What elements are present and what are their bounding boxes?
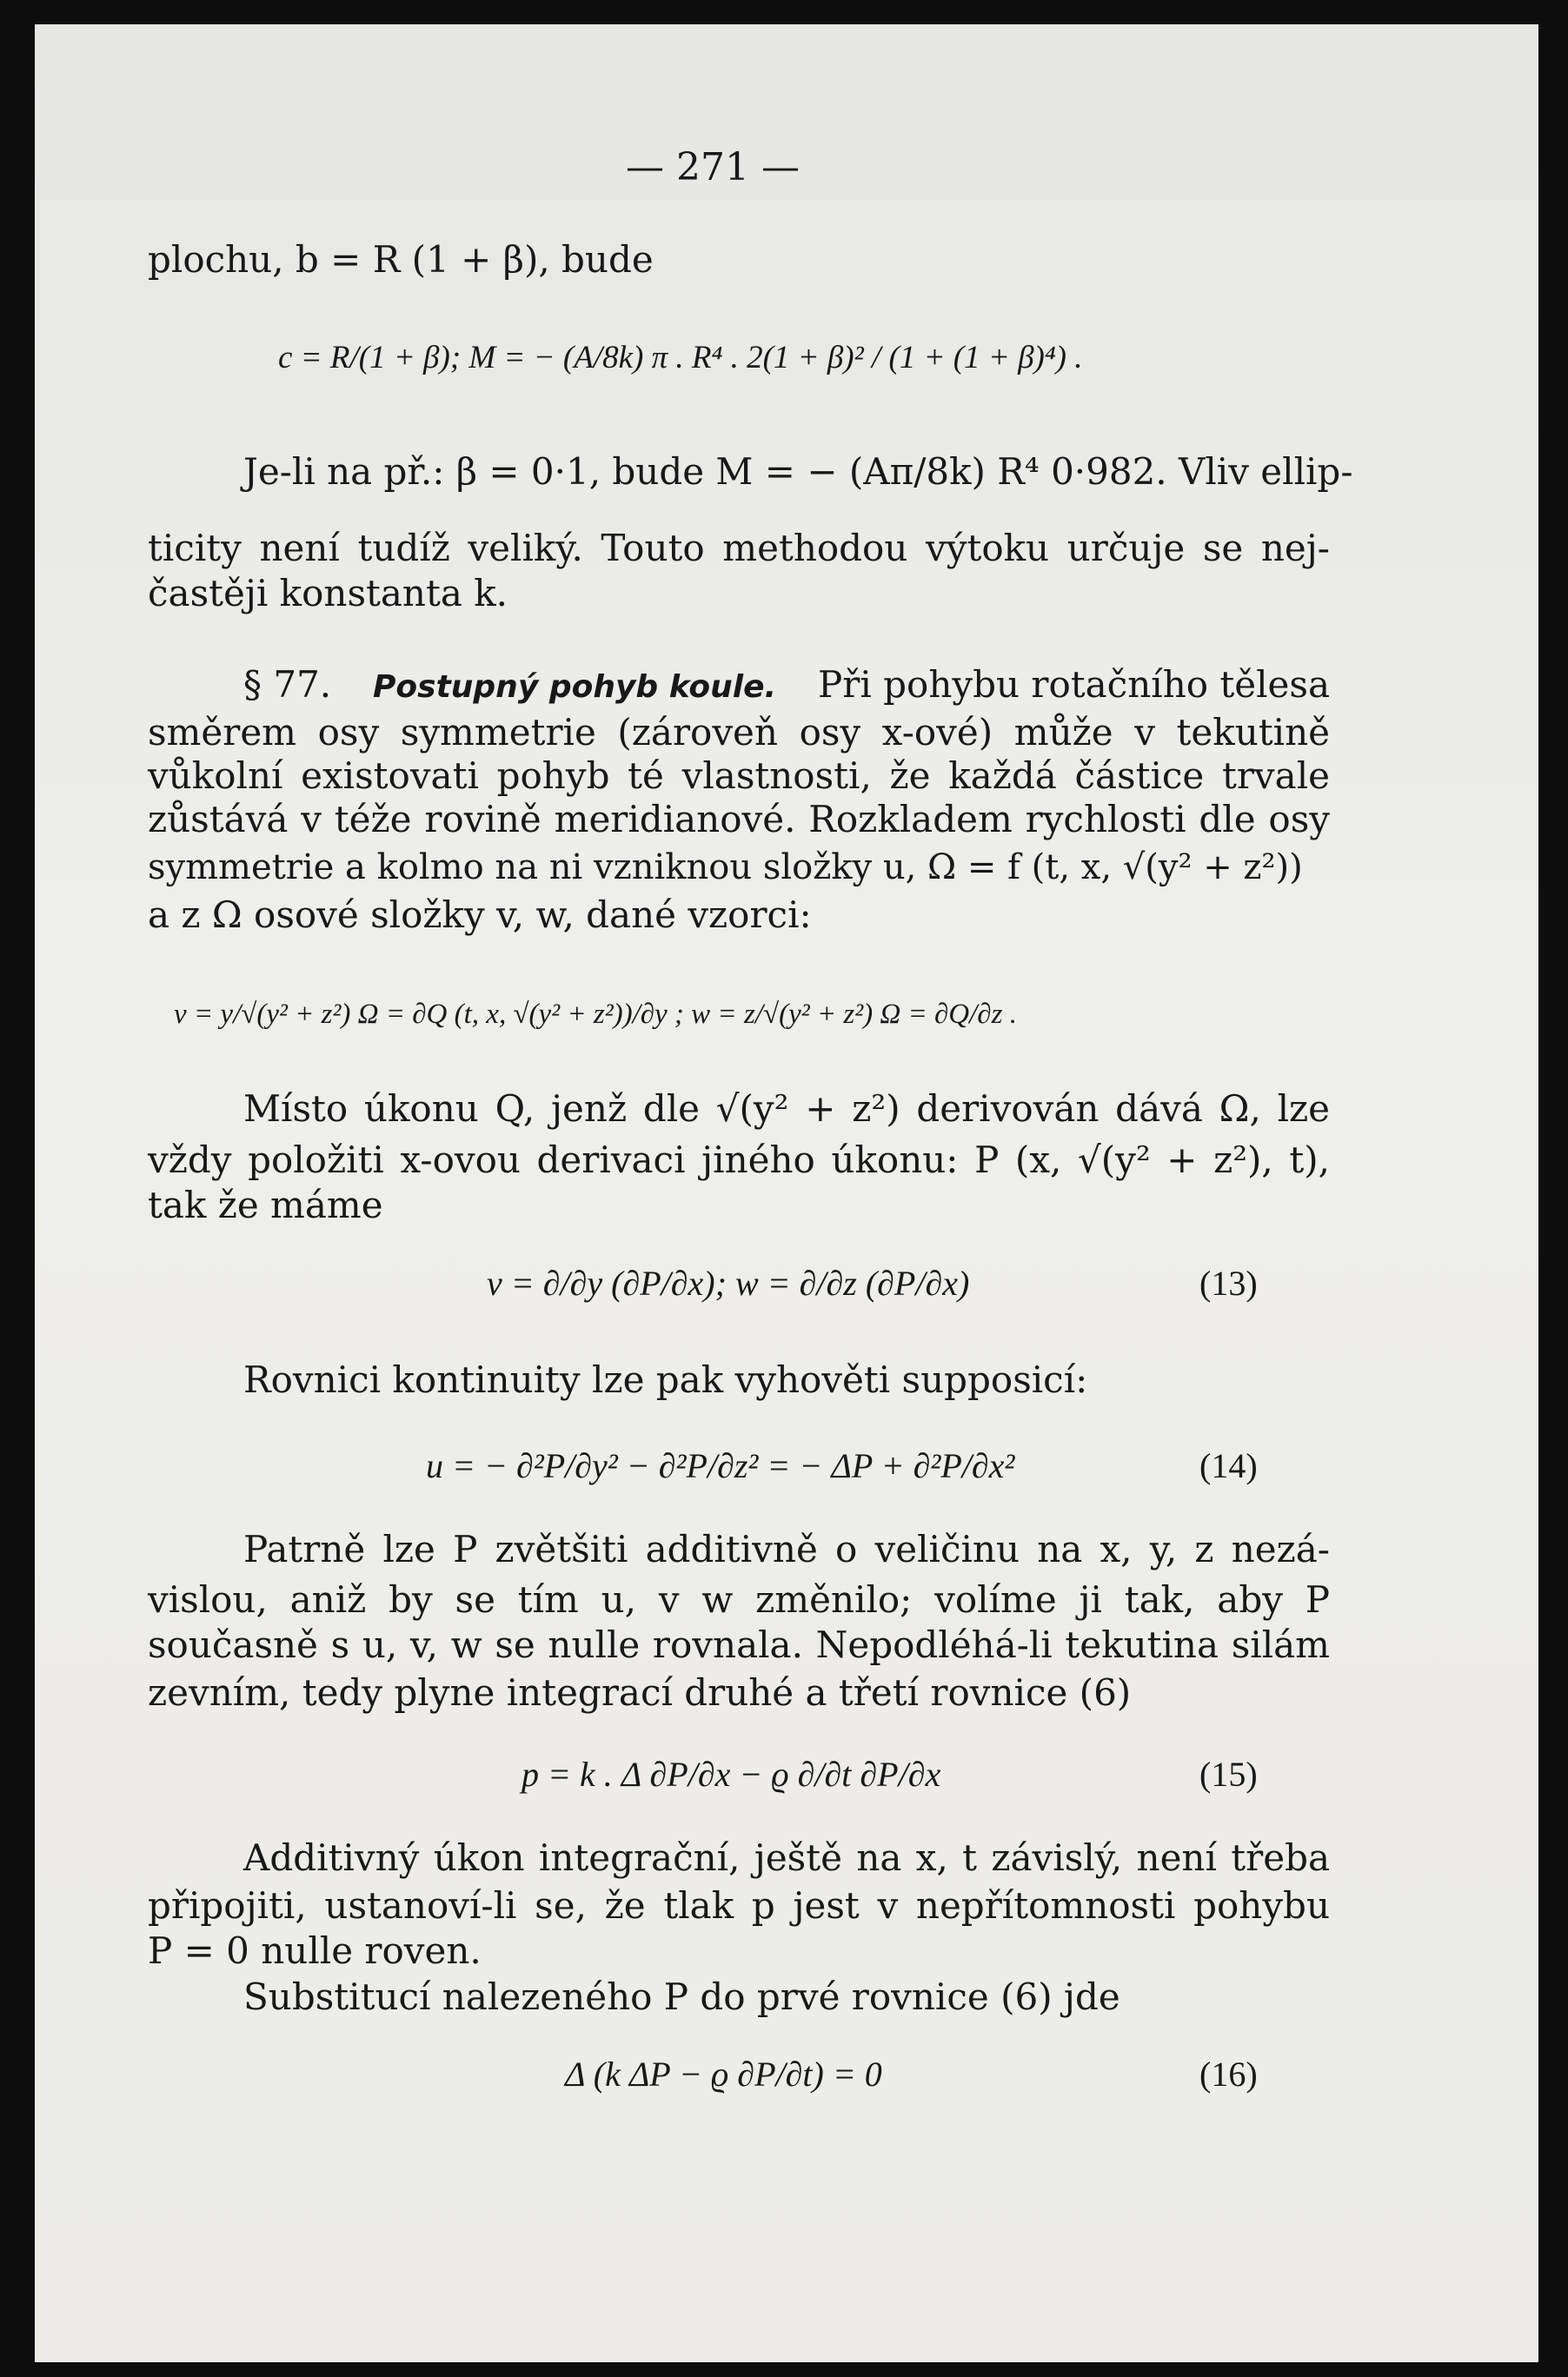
equation-number: (15) <box>1199 1755 1258 1794</box>
text-line: připojiti, ustanoví-li se, že tlak p jest v nepřítomnosti pohybu <box>148 1884 1330 1927</box>
text-line: Substitucí nalezeného P do prvé rovnice (6) jde <box>243 1975 1120 2018</box>
page-number: — 271 — <box>626 145 800 189</box>
equation-number: (14) <box>1199 1446 1258 1485</box>
text-line: Při pohybu rotačního tělesa <box>818 663 1330 706</box>
text-line: směrem osy symmetrie (zároveň osy x-ové) může v tekutině <box>148 711 1330 754</box>
text-line: plochu, b = R (1 + β), bude <box>148 238 654 281</box>
text-line: častěji konstanta k. <box>148 572 508 614</box>
text-line: vislou, aniž by se tím u, v w změnilo; volíme ji tak, aby P <box>148 1578 1330 1621</box>
text-line: zevním, tedy plyne integrací druhé a třetí rovnice (6) <box>148 1671 1132 1714</box>
equation-number: (13) <box>1199 1264 1258 1303</box>
text-line: Patrně lze P zvětšiti additivně o veličinu na x, y, z nezá- <box>243 1528 1330 1570</box>
text-line: Je-li na př.: β = 0·1, bude M = − (Aπ/8k) R⁴ 0·982. Vliv ellip- <box>243 450 1353 493</box>
equation-number: (16) <box>1199 2055 1258 2094</box>
equation-13: v = ∂/∂y (∂P/∂x); w = ∂/∂z (∂P/∂x) <box>487 1264 970 1303</box>
text-line: P = 0 nulle roven. <box>148 1929 482 1972</box>
text-line: ticity není tudíž veliký. Touto methodou výtoku určuje se nej- <box>148 527 1330 569</box>
text-line: symmetrie a kolmo na ni vzniknou složky u, Ω = f (t, x, √(y² + z²)) <box>148 847 1303 887</box>
text-line: Additivný úkon integrační, ještě na x, t závislý, není třeba <box>243 1836 1330 1879</box>
equation-16: Δ (k ΔP − ϱ ∂P/∂t) = 0 <box>565 2055 882 2094</box>
section-title: Postupný pohyb koule. <box>373 669 777 705</box>
text-line: zůstává v téže rovině meridianové. Rozkladem rychlosti dle osy <box>148 798 1330 840</box>
text-line: a z Ω osové složky v, w, dané vzorci: <box>148 893 812 936</box>
text-line: vůkolní existovati pohyb té vlastnosti, že každá částice trvale <box>148 754 1330 797</box>
equation-14: u = − ∂²P/∂y² − ∂²P/∂z² = − ΔP + ∂²P/∂x² <box>426 1446 1015 1485</box>
book-page <box>35 24 1538 2362</box>
equation-v-w: v = y/√(y² + z²) Ω = ∂Q (t, x, √(y² + z²))/∂y ; w = z/√(y² + z²) Ω = ∂Q/∂z . <box>174 999 1017 1030</box>
equation-c-M: c = R/(1 + β); M = − (A/8k) π . R⁴ . 2(1 + β)² / (1 + (1 + β)⁴) . <box>278 340 1083 375</box>
text-line: Rovnici kontinuity lze pak vyhověti supposicí: <box>243 1358 1088 1401</box>
text-line: současně s u, v, w se nulle rovnala. Nepodléhá-li tekutina silám <box>148 1623 1330 1666</box>
text-line: tak že máme <box>148 1184 383 1226</box>
section-number: § 77. <box>243 663 332 706</box>
equation-15: p = k . Δ ∂P/∂x − ϱ ∂/∂t ∂P/∂x <box>522 1755 941 1794</box>
section-heading-line <box>243 663 1330 709</box>
text-line: vždy položiti x-ovou derivaci jiného úkonu: P (x, √(y² + z²), t), <box>148 1139 1330 1181</box>
text-line: Místo úkonu Q, jenž dle √(y² + z²) derivován dává Ω, lze <box>243 1087 1330 1130</box>
